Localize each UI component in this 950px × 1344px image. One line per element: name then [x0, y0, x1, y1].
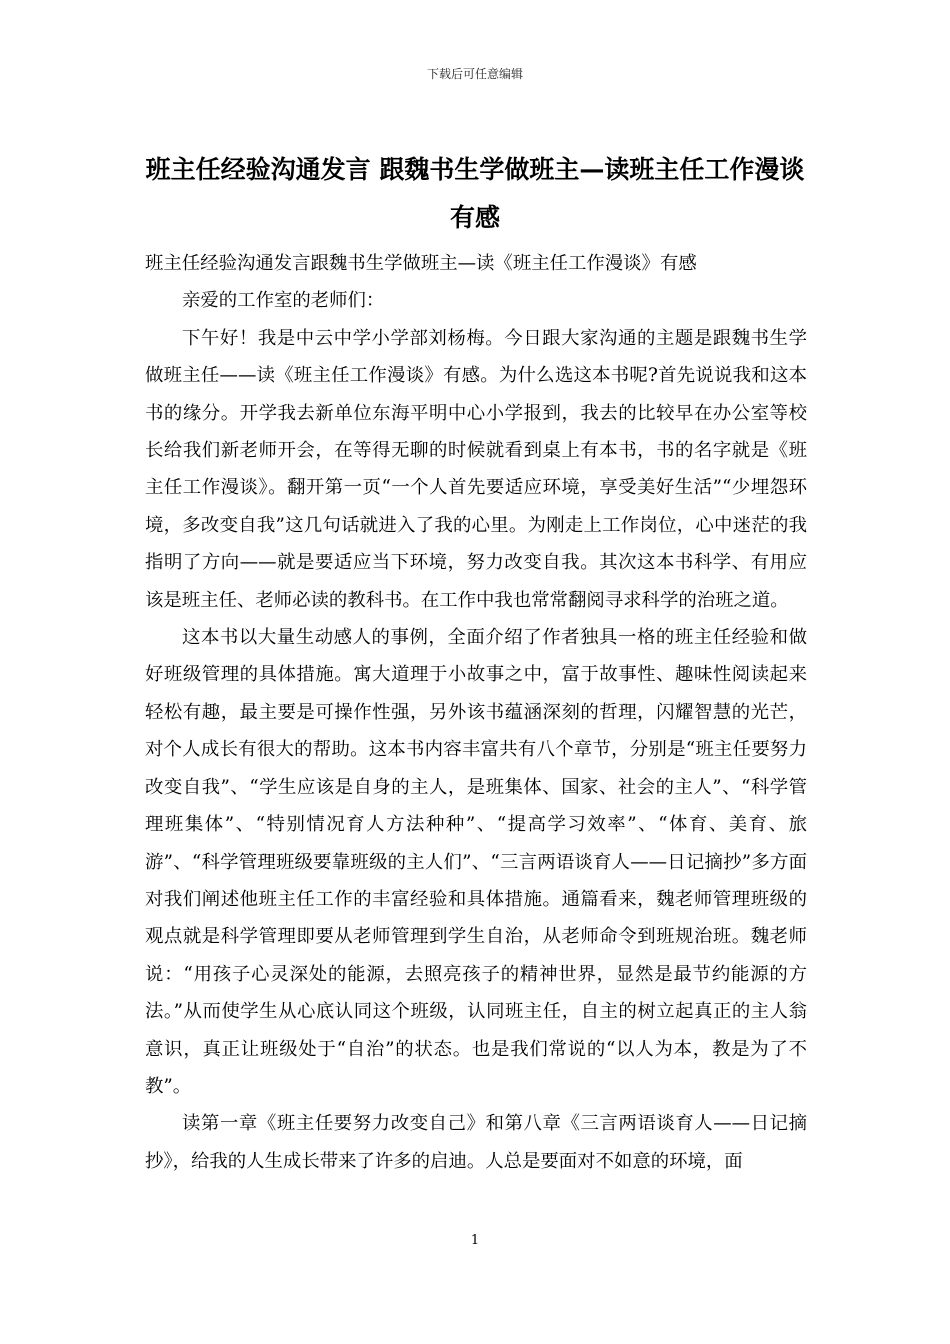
page-number: 1 — [470, 1233, 480, 1248]
document-body — [145, 245, 807, 1180]
body-paragraph: 读第一章《班主任要努力改变自己》和第八章《三言两语谈育人——日记摘抄》，给我的人生成长带来了许多的启迪。人总是要面对不如意的环境，面 — [145, 1113, 807, 1172]
body-paragraph: 这本书以大量生动感人的事例，全面介绍了作者独具一格的班主任经验和做好班级管理的具体措施。寓大道理于小故事之中，富于故事性、趣味性阅读起来轻松有趣，最主要是可操作性强，另外该书蕴涵深刻的哲理，闪耀智慧的光芒，对个人成长有很大的帮助。这本书内容丰富共有八个章节，分别是“班主任要努力改变自我”、“学生应该是自身的主人，是班集体、国家、社会的主人”、“科学管理班集体”、“特别情况育人方法种种”、“提高学习效率”、“体育、美育、旅游”、“科学管理班级要靠班级的主人们”、“三言两语谈育人——日记摘抄”多方面对我们阐述他班主任工作的丰富经验和具体措施。通篇看来，魏老师管理班级的观点就是科学管理即要从老师管理到学生自治，从老师命令到班规治班。魏老师说：“用孩子心灵深处的能源，去照亮孩子的精神世界，显然是最节约能源的方法。”从而使学生从心底认同这个班级，认同班主任，自主的树立起真正的主人翁意识，真正让班级处于“自治”的状态。也是我们常说的“以人为本，教是为了不教”。 — [145, 627, 807, 1097]
subtitle-line: 班主任经验沟通发言跟魏书生学做班主—读《班主任工作漫谈》有感 — [145, 253, 697, 274]
document-title: 班主任经验沟通发言 跟魏书生学做班主—读班主任工作漫谈有感 — [145, 155, 805, 232]
header-note: 下载后可任意编辑 — [426, 67, 523, 81]
greeting-line: 亲爱的工作室的老师们： — [182, 290, 385, 312]
body-paragraph: 下午好！我是中云中学小学部刘杨梅。今日跟大家沟通的主题是跟魏书生学做班主任——读《班主任工作漫谈》有感。为什么选这本书呢?首先说说我和这本书的缘分。开学我去新单位东海平明中心小学报到，我去的比较早在办公室等校长给我们新老师开会，在等得无聊的时候就看到桌上有本书，书的名字就是《班主任工作漫谈》。翻开第一页“一个人首先要适应环境，享受美好生活”“少埋怨环境，多改变自我”这几句话就进入了我的心里。为刚走上工作岗位，心中迷茫的我指明了方向——就是要适应当下环境，努力改变自我。其次这本书科学、有用应该是班主任、老师必读的教科书。在工作中我也常常翻阅寻求科学的治班之道。 — [145, 327, 807, 611]
